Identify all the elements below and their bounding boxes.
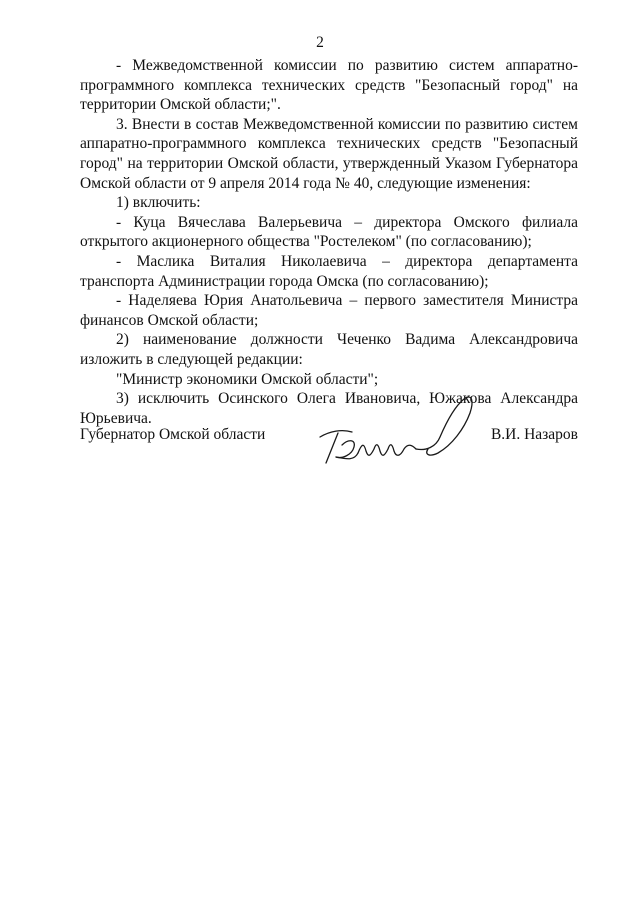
signatory-name: В.И. Назаров (490, 426, 578, 443)
paragraph-member-kuts: - Куца Вячеслава Валерьевича – директора Омского филиала открытого акционерного общества "Ростелеком" (по согласованию); (80, 213, 578, 251)
paragraph-position-rename: 2) наименование должности Чеченко Вадима Александровича изложить в следующей редакции: (80, 331, 578, 368)
document-body (80, 56, 578, 428)
signatory-title: Губернатор Омской области (80, 426, 266, 443)
handwritten-signature (312, 387, 482, 482)
paragraph-commission-name: - Межведомственной комиссии по развитию систем аппаратно-программного комплекса технических средств "Безопасный город" на территории Омской области;". (80, 57, 578, 114)
page-number: 2 (316, 34, 324, 51)
paragraph-member-nadelyaev: - Наделяева Юрия Анатольевича – первого заместителя Министра финансов Омской области; (80, 292, 578, 329)
signature-block (80, 425, 578, 485)
paragraph-amendment-3: 3. Внести в состав Межведомственной комиссии по развитию систем аппаратно-программного комплекса технических средств "Безопасный город" на территории Омской области, утвержденный Указом Губернатора Омской области от 9 апреля 2014 года № 40, следующие изменения: (80, 115, 578, 192)
paragraph-member-maslik: - Маслика Виталия Николаевича – директора департамента транспорта Администрации города Омска (по согласованию); (80, 252, 578, 290)
paragraph-include: 1) включить: (116, 194, 201, 212)
paragraph-new-position: "Министр экономики Омской области"; (116, 370, 379, 388)
paragraph-exclude: 3) исключить Осинского Олега Ивановича, Южакова Александра Юрьевича. (80, 390, 578, 427)
